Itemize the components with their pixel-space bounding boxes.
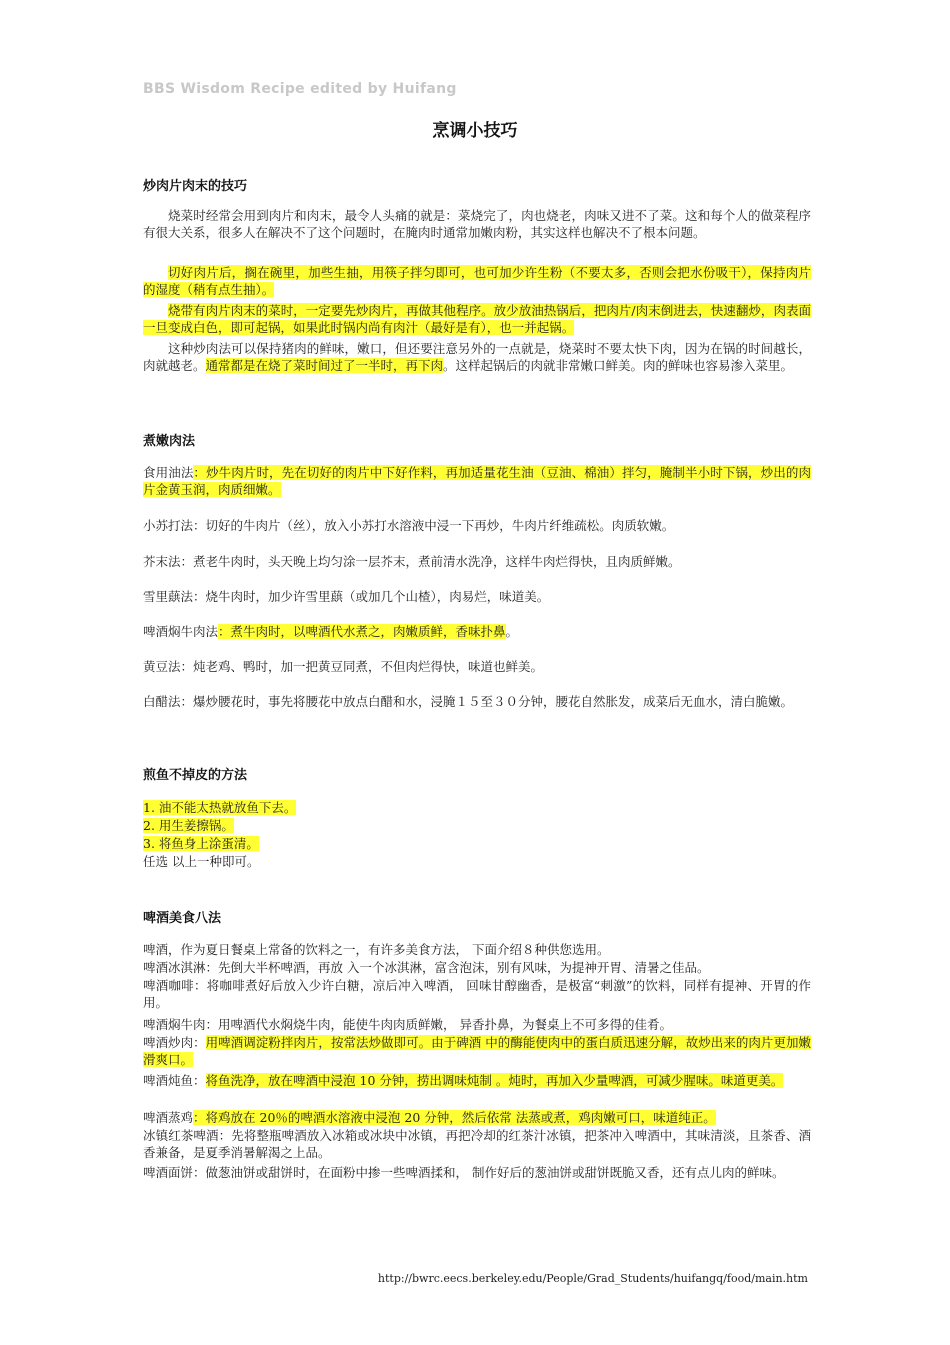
highlight-fish-tip: 2. 用生姜擦锅。: [143, 818, 234, 833]
method-baking-soda: 小苏打法：切好的牛肉片（丝），放入小苏打水溶液中浸一下再炒，牛肉片纤维疏松。肉质软嫩。: [143, 518, 675, 533]
page-title: 烹调小技巧: [432, 121, 518, 141]
fish-tip-2: [143, 817, 811, 834]
highlight-slice-prep: 切好肉片后，搁在碗里，加些生抽，用筷子拌匀即可，也可加少许生粉（不要太多，否则会把水份吸干），保持肉片的湿度（稍有点生抽）。: [143, 265, 811, 297]
beer-braised-beef: 啤酒焖牛肉：用啤酒代水焖烧牛肉，能使牛肉肉质鲜嫩， 异香扑鼻，为餐桌上不可多得的佳肴。: [143, 1017, 672, 1032]
method-beer-beef: [143, 623, 811, 640]
method-mustard-greens: 雪里蕻法：烧牛肉时，加少许雪里蕻（或加几个山楂），肉易烂，味道美。: [143, 589, 550, 604]
method-label: 食用油法: [143, 465, 194, 480]
footer-url: http://bwrc.eecs.berkeley.edu/People/Grad_Students/huifangq/food/main.htm: [377, 1272, 808, 1285]
beer-ice-cream: 啤酒冰淇淋：先倒大半杯啤酒，再放 入一个冰淇淋，富含泡沫，别有风味，为提神开胃、清暑之佳品。: [143, 960, 710, 975]
text-segment: 。: [505, 624, 519, 639]
beer-fish: [143, 1072, 811, 1089]
method-label: 啤酒炒肉：: [143, 1035, 206, 1050]
beer-intro: 啤酒，作为夏日餐桌上常备的饮料之一，有许多美食方法， 下面介绍８种供您选用。: [143, 942, 610, 957]
method-label: 啤酒炖鱼：: [143, 1073, 206, 1088]
beer-pancake: 啤酒面饼：做葱油饼或甜饼时，在面粉中掺一些啤酒揉和， 制作好后的葱油饼或甜饼既脆又香，还有点儿肉的鲜味。: [143, 1165, 785, 1180]
method-label: 啤酒焖牛肉法: [143, 624, 219, 639]
beer-coffee: 啤酒咖啡：将咖啡煮好后放入少许白糖，凉后冲入啤酒， 回味甘醇幽香，是极富“刺激”的饮料，同样有提神、开胃的作用。: [143, 978, 811, 1010]
fish-tip-3: [143, 835, 811, 852]
beer-stir-fry: [143, 1034, 811, 1068]
fish-tip-1: [143, 799, 811, 816]
section-title-fish: 煎鱼不掉皮的方法: [143, 768, 248, 783]
section-title-tender-meat: 煮嫩肉法: [143, 434, 196, 449]
fish-note: 任选 以上一种即可。: [143, 854, 260, 869]
beer-tea: 冰镇红茶啤酒：先将整瓶啤酒放入冰箱或冰块中冰镇，再把冷却的红茶汁冰镇，把茶冲入啤酒中，其味清淡，且茶香、酒香兼备，是夏季消暑解渴之上品。: [143, 1128, 811, 1160]
highlight-beer-beef: ：煮牛肉时，以啤酒代水煮之，肉嫩质鲜，香味扑鼻: [218, 624, 506, 639]
highlight-beer-chicken: ：将鸡放在 20％的啤酒水溶液中浸泡 20 分钟，然后依常 法蒸或煮，鸡肉嫩可口，味道纯正。: [193, 1110, 716, 1125]
highlight-fish-tip: 3. 将鱼身上涂蛋清。: [143, 836, 259, 851]
paragraph-intro: 烧菜时经常会用到肉片和肉末，最令人头痛的就是：菜烧完了，肉也烧老，肉味又进不了菜。这和每个人的做菜程序有很大关系，很多人在解决不了这个问题时，在腌肉时通常加嫩肉粉，其实这样也解决不了根本问题。: [143, 208, 811, 240]
method-mustard: 芥末法：煮老牛肉时，头天晚上均匀涂一层芥末，煮前清水洗净，这样牛肉烂得快，且肉质鲜嫩。: [143, 554, 681, 569]
highlight-stir-first: 烧带有肉片肉末的菜时，一定要先炒肉片，再做其他程序。放少放油热锅后，把肉片/肉末倒进去，快速翻炒，肉表面一旦变成白色，即可起锅，如果此时锅内尚有肉汁（最好是有），也一并起锅。: [143, 303, 811, 335]
text-segment: 。这样起锅后的肉就非常嫩口鲜美。肉的鲜味也容易渗入菜里。: [443, 358, 794, 373]
highlight-oil: ：炒牛肉片时，先在切好的肉片中下好作料，再加适量花生油（豆油、棉油）拌匀，腌制半小时下锅，炒出的肉片金黄玉润，肉质细嫩。: [143, 465, 811, 497]
method-soybean: 黄豆法：炖老鸡、鸭时，加一把黄豆同煮，不但肉烂得快，味道也鲜美。: [143, 659, 544, 674]
method-oil: [143, 464, 811, 498]
beer-chicken: [143, 1109, 811, 1126]
header-note: BBS Wisdom Recipe edited by Huifang: [143, 81, 457, 97]
method-vinegar: 白醋法：爆炒腰花时，事先将腰花中放点白醋和水，浸腌１５至３０分钟，腰花自然胀发，成菜后无血水，清白脆嫩。: [143, 694, 794, 709]
highlight-beer-fish: 将鱼洗净，放在啤酒中浸泡 10 分钟，捞出调味炖制 。炖时，再加入少量啤酒，可减少腥味。味道更美。: [205, 1073, 784, 1088]
paragraph-stir-first: [143, 302, 811, 336]
method-label: 啤酒蒸鸡: [143, 1110, 194, 1125]
section-title-beer: 啤酒美食八法: [143, 911, 222, 926]
highlight-beer-stir-fry: 用啤酒调淀粉拌肉片，按常法炒做即可。由于碑酒 中的酶能使肉中的蛋白质迅速分解，故炒出来的肉片更加嫩滑爽口。: [143, 1035, 811, 1067]
paragraph-tips: [143, 340, 811, 374]
section-title-stir-fry: 炒肉片肉末的技巧: [143, 179, 248, 194]
paragraph-slice-prep: [143, 264, 811, 298]
text-segment: 这种炒肉法可以保持猪肉的鲜味，嫩口，但还要注意另外的一点就是，烧菜时不要太快下肉，因为在锅的时间越长，肉就越老。: [143, 341, 811, 373]
highlight-timing: 通常都是在烧了菜时间过了一半时，再下肉: [205, 358, 444, 373]
highlight-fish-tip: 1. 油不能太热就放鱼下去。: [143, 800, 297, 815]
